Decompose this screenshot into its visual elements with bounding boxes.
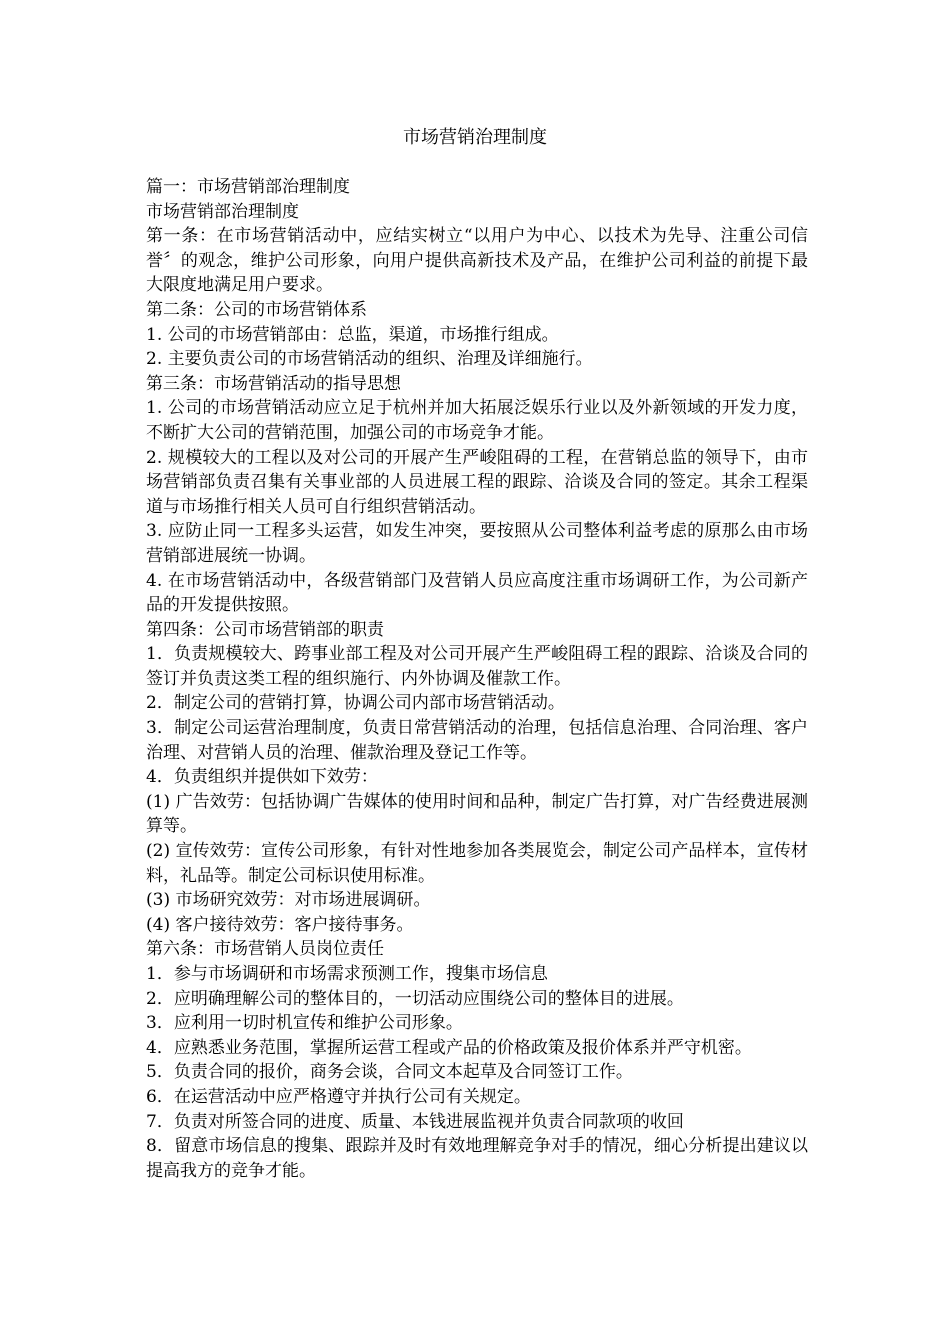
paragraph: 第三条：市场营销活动的指导思想 (146, 373, 401, 394)
paragraph: (2) 宣传效劳：宣传公司形象，有针对性地参加各类展览会，制定公司产品样本，宣传材料，礼品等。制定公司标识使用标准。 (146, 841, 808, 886)
paragraph: 3．应利用一切时机宣传和维护公司形象。 (146, 1013, 463, 1034)
paragraph: 7．负责对所签合同的进度、质量、本钱进展监视并负责合同款项的收回 (146, 1111, 684, 1132)
paragraph: 第二条：公司的市场营销体系 (146, 299, 367, 320)
document-title: 市场营销治理制度 (403, 127, 547, 148)
paragraph: 2．应明确理解公司的整体目的，一切活动应围绕公司的整体目的进展。 (146, 988, 684, 1009)
paragraph: 2. 规模较大的工程以及对公司的开展产生严峻阻碍的工程，在营销总监的领导下，由市场营销部负责召集有关事业部的人员进展工程的跟踪、洽谈及合同的签定。其余工程渠道与市场推行相关人员可自行组织营销活动。 (146, 447, 808, 517)
paragraph: 2．制定公司的营销打算，协调公司内部市场营销活动。 (146, 693, 565, 714)
paragraph: 1. 公司的市场营销活动应立足于杭州并加大拓展泛娱乐行业以及外新领域的开发力度，不断扩大公司的营销范围，加强公司的市场竞争才能。 (146, 398, 808, 443)
paragraph: 3．制定公司运营治理制度，负责日常营销活动的治理，包括信息治理、合同治理、客户治理、对营销人员的治理、催款治理及登记工作等。 (146, 718, 808, 763)
paragraph: 6．在运营活动中应严格遵守并执行公司有关规定。 (146, 1086, 531, 1107)
paragraph: 篇一：市场营销部治理制度 (146, 177, 350, 197)
paragraph: 第六条：市场营销人员岗位责任 (146, 939, 384, 960)
paragraph: 1．负责规模较大、跨事业部工程及对公司开展产生严峻阻碍工程的跟踪、洽谈及合同的签订并负责这类工程的组织施行、内外协调及催款工作。 (146, 644, 808, 689)
paragraph: 第四条：公司市场营销部的职责 (146, 619, 384, 640)
paragraph: 第一条：在市场营销活动中，应结实树立“以用户为中心、以技术为先导、注重公司信誉〞的观念，维护公司形象，向用户提供高新技术及产品，在维护公司利益的前提下最大限度地满足用户要求。 (146, 226, 808, 296)
document-body (146, 175, 808, 1183)
paragraph: 市场营销部治理制度 (146, 201, 299, 222)
paragraph: 3. 应防止同一工程多头运营，如发生冲突，要按照从公司整体利益考虑的原那么由市场营销部进展统一协调。 (146, 521, 808, 566)
paragraph: (1) 广告效劳：包括协调广告媒体的使用时间和品种，制定广告打算，对广告经费进展测算等。 (146, 791, 808, 837)
paragraph: 2. 主要负责公司的市场营销活动的组织、治理及详细施行。 (146, 349, 593, 370)
paragraph: 4. 在市场营销活动中，各级营销部门及营销人员应高度注重市场调研工作，为公司新产品的开发提供按照。 (146, 570, 808, 616)
paragraph: 8．留意市场信息的搜集、跟踪并及时有效地理解竞争对手的情况，细心分析提出建议以提高我方的竞争才能。 (146, 1136, 808, 1181)
paragraph: 5．负责合同的报价，商务会谈，合同文本起草及合同签订工作。 (146, 1062, 633, 1083)
paragraph: 1. 公司的市场营销部由：总监，渠道，市场推行组成。 (146, 324, 559, 345)
paragraph: 1．参与市场调研和市场需求预测工作，搜集市场信息 (146, 964, 548, 984)
paragraph: 4．应熟悉业务范围，掌握所运营工程或产品的价格政策及报价体系并严守机密。 (146, 1037, 752, 1058)
paragraph: (3) 市场研究效劳：对市场进展调研。 (146, 890, 431, 911)
paragraph: (4) 客户接待效劳：客户接待事务。 (146, 914, 414, 935)
paragraph: 4．负责组织并提供如下效劳： (146, 767, 378, 788)
